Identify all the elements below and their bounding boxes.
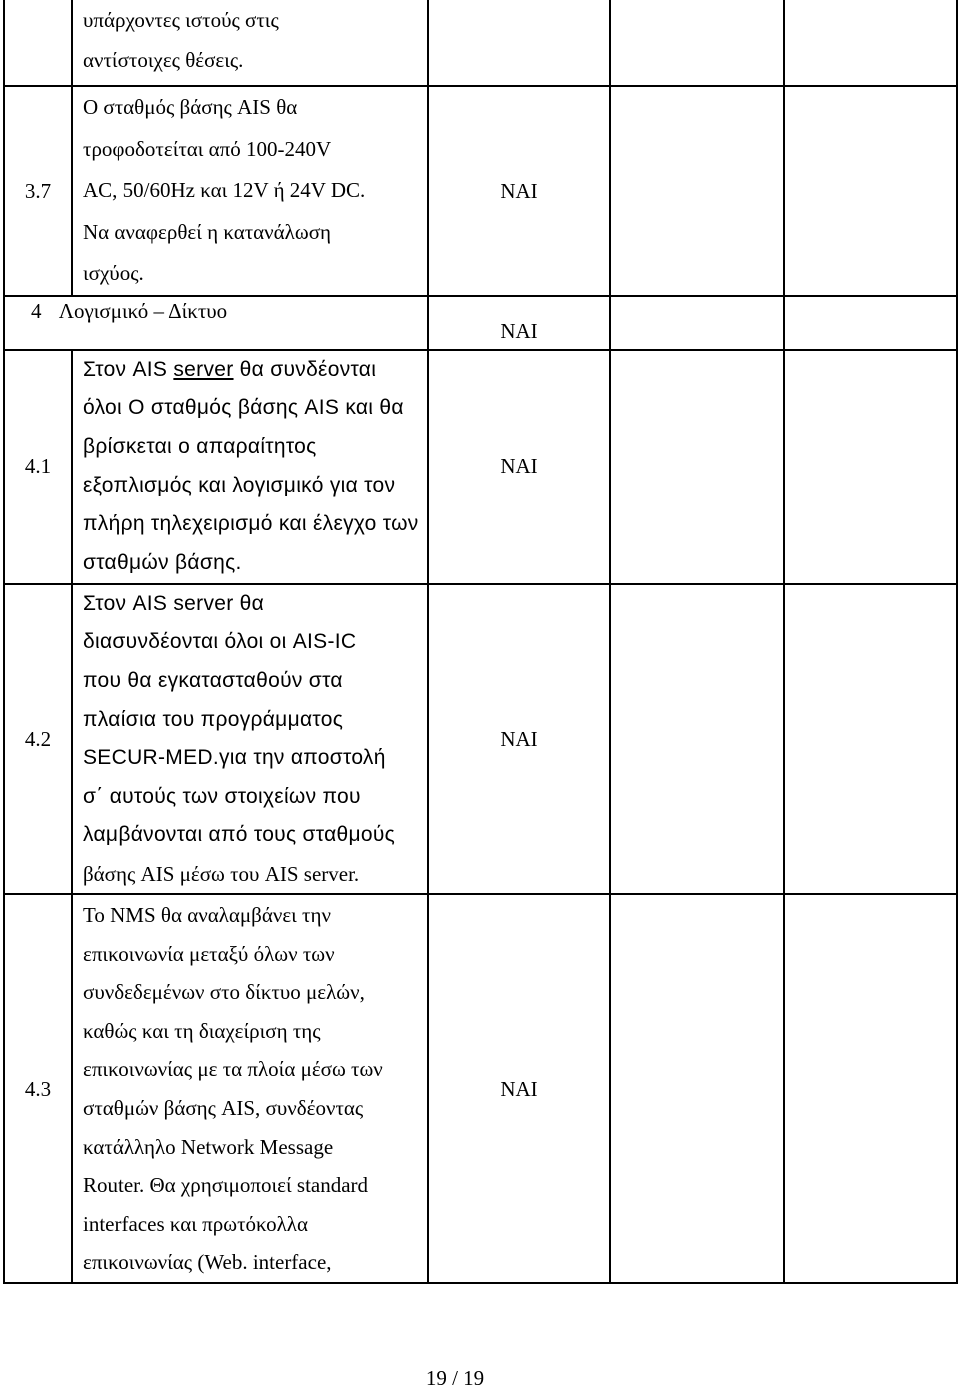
page-number: 19 / 19 [425, 1366, 485, 1390]
underlined-term: server [173, 357, 234, 381]
table-row [4, 296, 957, 350]
requirement-description [72, 894, 428, 1283]
section-heading-cell [4, 296, 428, 350]
description-line: καθώς και τη διαχείριση της [83, 1018, 321, 1043]
empty-cell [784, 584, 957, 895]
description-line: υπάρχοντες ιστούς στις [83, 8, 279, 32]
requirement-description [72, 86, 428, 296]
empty-cell [610, 584, 784, 895]
description-line: όλοι Ο σταθμός βάσης AIS και θα [83, 396, 404, 420]
table-row [4, 86, 957, 296]
answer-cell: ΝΑΙ [428, 584, 610, 895]
empty-cell [784, 0, 957, 86]
description-line: Το NMS θα αναλαμβάνει την [83, 903, 331, 927]
answer-cell: ΝΑΙ [428, 350, 610, 584]
empty-cell [610, 86, 784, 296]
section-number: 4 [31, 298, 42, 323]
row-number-cell: 3.7 [4, 86, 72, 296]
description-line: λαμβάνονται από τους σταθμούς [83, 823, 396, 847]
description-line: εξοπλισμός και λογισμικό για τον [83, 473, 396, 497]
description-line: βάσης AIS μέσω του AIS server. [83, 861, 360, 886]
description-line: επικοινωνίας (Web. interface, [83, 1250, 332, 1275]
row-number-cell: 4.2 [4, 584, 72, 895]
description-line: σταθμών βάσης. [83, 551, 242, 575]
description-line: σταθμών βάσης AIS, συνδέοντας [83, 1095, 364, 1120]
description-line: Στον AIS server θα [83, 591, 265, 615]
table-row [4, 584, 957, 895]
description-line: AC, 50/60Hz και 12V ή 24V DC. [83, 178, 366, 202]
description-line: πλήρη τηλεχειρισμό και έλεγχο των [83, 512, 419, 536]
description-line: επικοινωνίας με τα πλοία μέσω των [83, 1057, 383, 1082]
description-line: αντίστοιχες θέσεις. [83, 48, 244, 72]
description-line: κατάλληλο Network Message [83, 1134, 334, 1159]
empty-cell [784, 894, 957, 1283]
description-line: SECUR-MED.για την αποστολή [83, 746, 386, 770]
description-line: σ΄ αυτούς των στοιχείων που [83, 784, 361, 808]
description-line: διασυνδέονται όλοι οι AIS-IC [83, 630, 357, 654]
empty-cell [784, 350, 957, 584]
empty-cell [610, 296, 784, 350]
requirement-description [72, 584, 428, 895]
empty-cell [610, 894, 784, 1283]
description-line: Ο σταθμός βάσης AIS θα [83, 95, 298, 119]
empty-cell [784, 296, 957, 350]
row-number-cell [4, 0, 72, 86]
table-row [4, 894, 957, 1283]
empty-cell [784, 86, 957, 296]
requirement-description [72, 350, 428, 584]
description-line: που θα εγκατασταθούν στα [83, 668, 343, 692]
answer-cell: ΝΑΙ [428, 296, 610, 350]
section-heading: Λογισμικό – Δίκτυο [58, 298, 228, 323]
description-line: ισχύος. [83, 261, 144, 285]
answer-cell [428, 0, 610, 86]
description-line: πλαίσια του προγράμματος [83, 707, 344, 731]
row-number-cell: 4.3 [4, 894, 72, 1283]
table-row [4, 350, 957, 584]
description-line: Στον AIS server θα συνδέονται [83, 357, 377, 381]
empty-cell [610, 350, 784, 584]
description-line: βρίσκεται ο απαραίτητος [83, 434, 317, 458]
specification-table [3, 0, 958, 1284]
description-line: Router. Θα χρησιμοποιεί standard [83, 1173, 369, 1198]
row-number-cell: 4.1 [4, 350, 72, 584]
description-line: τροφοδοτείται από 100-240V [83, 136, 332, 161]
description-line: interfaces και πρωτόκολλα [83, 1211, 308, 1236]
answer-cell: ΝΑΙ [428, 86, 610, 296]
description-line: συνδεδεμένων στο δίκτυο μελών, [83, 980, 365, 1005]
empty-cell [610, 0, 784, 86]
requirement-description [72, 0, 428, 86]
table-row [4, 0, 957, 86]
answer-cell: ΝΑΙ [428, 894, 610, 1283]
description-line: επικοινωνία μεταξύ όλων των [83, 941, 335, 966]
description-line: Να αναφερθεί η κατανάλωση [83, 219, 331, 244]
